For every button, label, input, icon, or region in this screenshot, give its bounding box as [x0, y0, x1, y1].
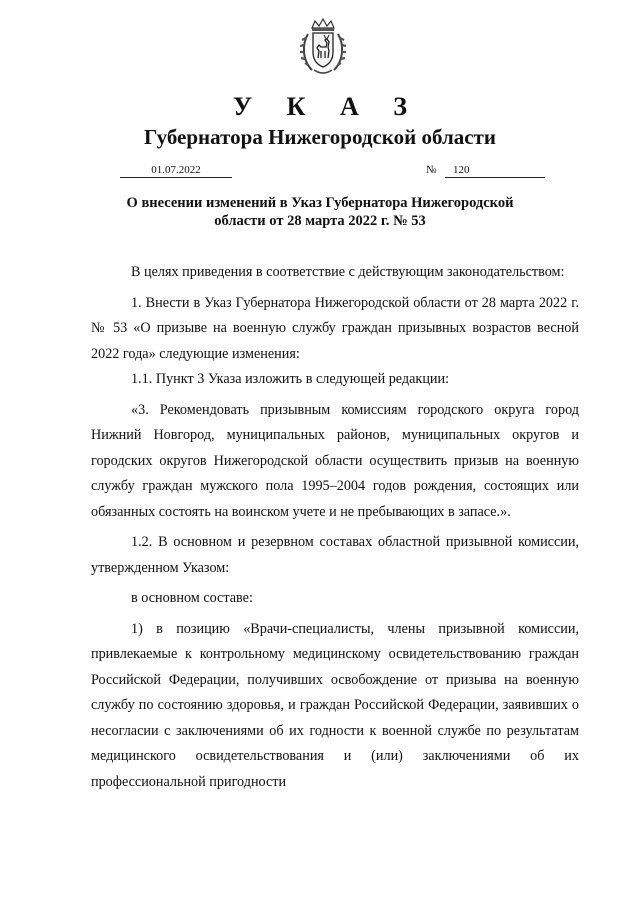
decree-title: У К А З	[233, 92, 421, 121]
paragraph-item-1-1: 1.1. Пункт 3 Указа изложить в следующей редакции:	[131, 371, 450, 387]
issuer-title: Губернатора Нижегородской области	[144, 125, 496, 149]
paragraph-quote-3: «3. Рекомендовать призывным комиссиям городского округа город Нижний Новгород, муниципальных районов, муниципальных округов и городских округов Нижегородской области осуществить призыв на военную службу граждан мужского пола 1995–2004 годов рождения, состоящих или обязанных состоять на воинском учете и не пребывающих в запасе.».	[91, 401, 579, 520]
nizhny-novgorod-coat-of-arms-icon	[300, 18, 346, 76]
document-heading: О внесении изменений в Указ Губернатора Нижегородской области от 28 марта 2022 г. № 53	[126, 195, 514, 229]
document-body	[91, 260, 579, 795]
paragraph-item-1-2: 1.2. В основном и резервном составах областной призывной комиссии, утвержденном Указом:	[91, 534, 579, 576]
paragraph-subitem-1: 1) в позицию «Врачи-специалисты, члены призывной комиссии, привлекаемые к контрольному медицинскому освидетельствованию граждан Российской Федерации, получивших освобождение от призыва на военную службу по состоянию здоровья, и граждан Российской Федерации, заявивших о несогласии с заключениями об их годности к военной службе по результатам медицинского освидетельствования и (или) заключениями об их профессиональной пригодности	[91, 620, 579, 790]
decree-number: 120	[445, 163, 545, 178]
paragraph-item-1: 1. Внести в Указ Губернатора Нижегородской области от 28 марта 2022 г. № 53 «О призыве на военную службу граждан призывных возрастов весной 2022 года» следующие изменения:	[91, 294, 579, 362]
paragraph-preamble: В целях приведения в соответствие с действующим законодательством:	[131, 264, 565, 280]
paragraph-main-composition: в основном составе:	[131, 590, 253, 606]
decree-number-label: №	[426, 164, 437, 176]
decree-date: 01.07.2022	[120, 163, 232, 178]
